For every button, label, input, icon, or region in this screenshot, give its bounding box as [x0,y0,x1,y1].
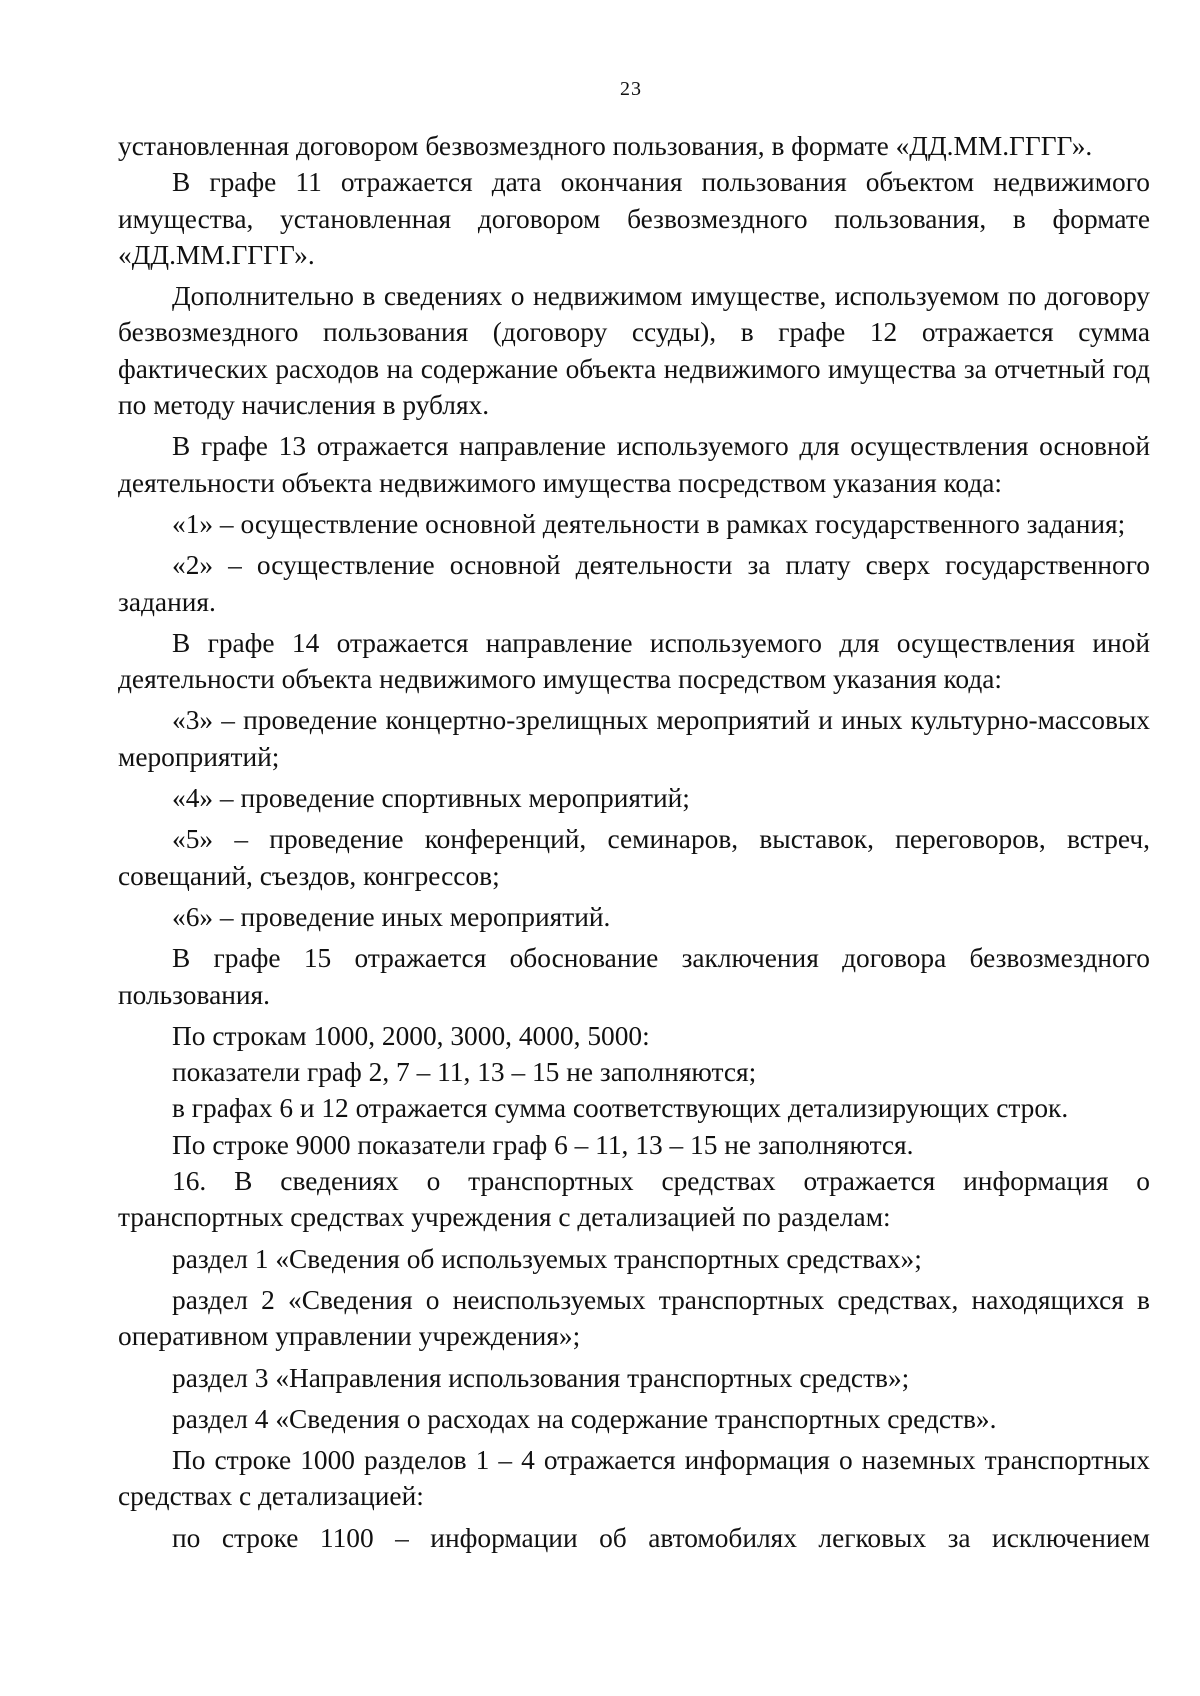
page-number: 23 [620,78,642,100]
paragraph: в графах 6 и 12 отражается сумма соответствующих детализирующих строк. [172,1093,1069,1124]
paragraph: раздел 4 «Сведения о расходах на содержание транспортных средств». [172,1403,997,1434]
paragraph: 16. В сведениях о транспортных средствах отражается информация о транспортных средствах учреждения с детализацией по разделам: [118,1166,1150,1233]
paragraph: «1» – осуществление основной деятельности в рамках государственного задания; [172,508,1126,539]
document-body [118,128,1150,1556]
paragraph: «4» – проведение спортивных мероприятий; [172,783,690,814]
paragraph: по строке 1100 – информации об автомобилях легковых за исключением [172,1522,1150,1553]
paragraph: показатели граф 2, 7 – 11, 13 – 15 не заполняются; [172,1057,757,1088]
paragraph: раздел 1 «Сведения об используемых транспортных средствах»; [172,1243,922,1274]
paragraph: В графе 14 отражается направление используемого для осуществления иной деятельности объекта недвижимого имущества посредством указания кода: [118,627,1150,695]
paragraph: По строке 9000 показатели граф 6 – 11, 13 – 15 не заполняются. [172,1129,914,1160]
paragraph: В графе 11 отражается дата окончания пользования объектом недвижимого имущества, установленная договором безвозмездного пользования, в формате «ДД.ММ.ГГГГ». [118,167,1150,270]
paragraph: «6» – проведение иных мероприятий. [172,901,611,932]
paragraph: Дополнительно в сведениях о недвижимом имуществе, используемом по договору безвозмездного пользования (договору ссуды), в графе 12 отражается сумма фактических расходов на содержание объекта недвижимого имущества за отчетный год по методу начисления в рублях. [118,281,1150,421]
paragraph: В графе 15 отражается обоснование заключения договора безвозмездного пользования. [118,943,1150,1010]
paragraph: «5» – проведение конференций, семинаров, выставок, переговоров, встреч, совещаний, съездов, конгрессов; [118,824,1150,891]
paragraph: «2» – осуществление основной деятельности за плату сверх государственного задания. [118,550,1150,617]
paragraph: раздел 2 «Сведения о неиспользуемых транспортных средствах, находящихся в оперативном управлении учреждения»; [118,1284,1150,1352]
paragraph: По строкам 1000, 2000, 3000, 4000, 5000: [172,1020,650,1051]
paragraph: «3» – проведение концертно-зрелищных мероприятий и иных культурно-массовых мероприятий; [118,705,1150,772]
paragraph: В графе 13 отражается направление используемого для осуществления основной деятельности объекта недвижимого имущества посредством указания кода: [118,431,1150,498]
paragraph: По строке 1000 разделов 1 – 4 отражается информация о наземных транспортных средствах с детализацией: [118,1445,1150,1512]
paragraph: раздел 3 «Направления использования транспортных средств»; [172,1362,910,1393]
paragraph: установленная договором безвозмездного пользования, в формате «ДД.ММ.ГГГГ». [118,131,1093,161]
